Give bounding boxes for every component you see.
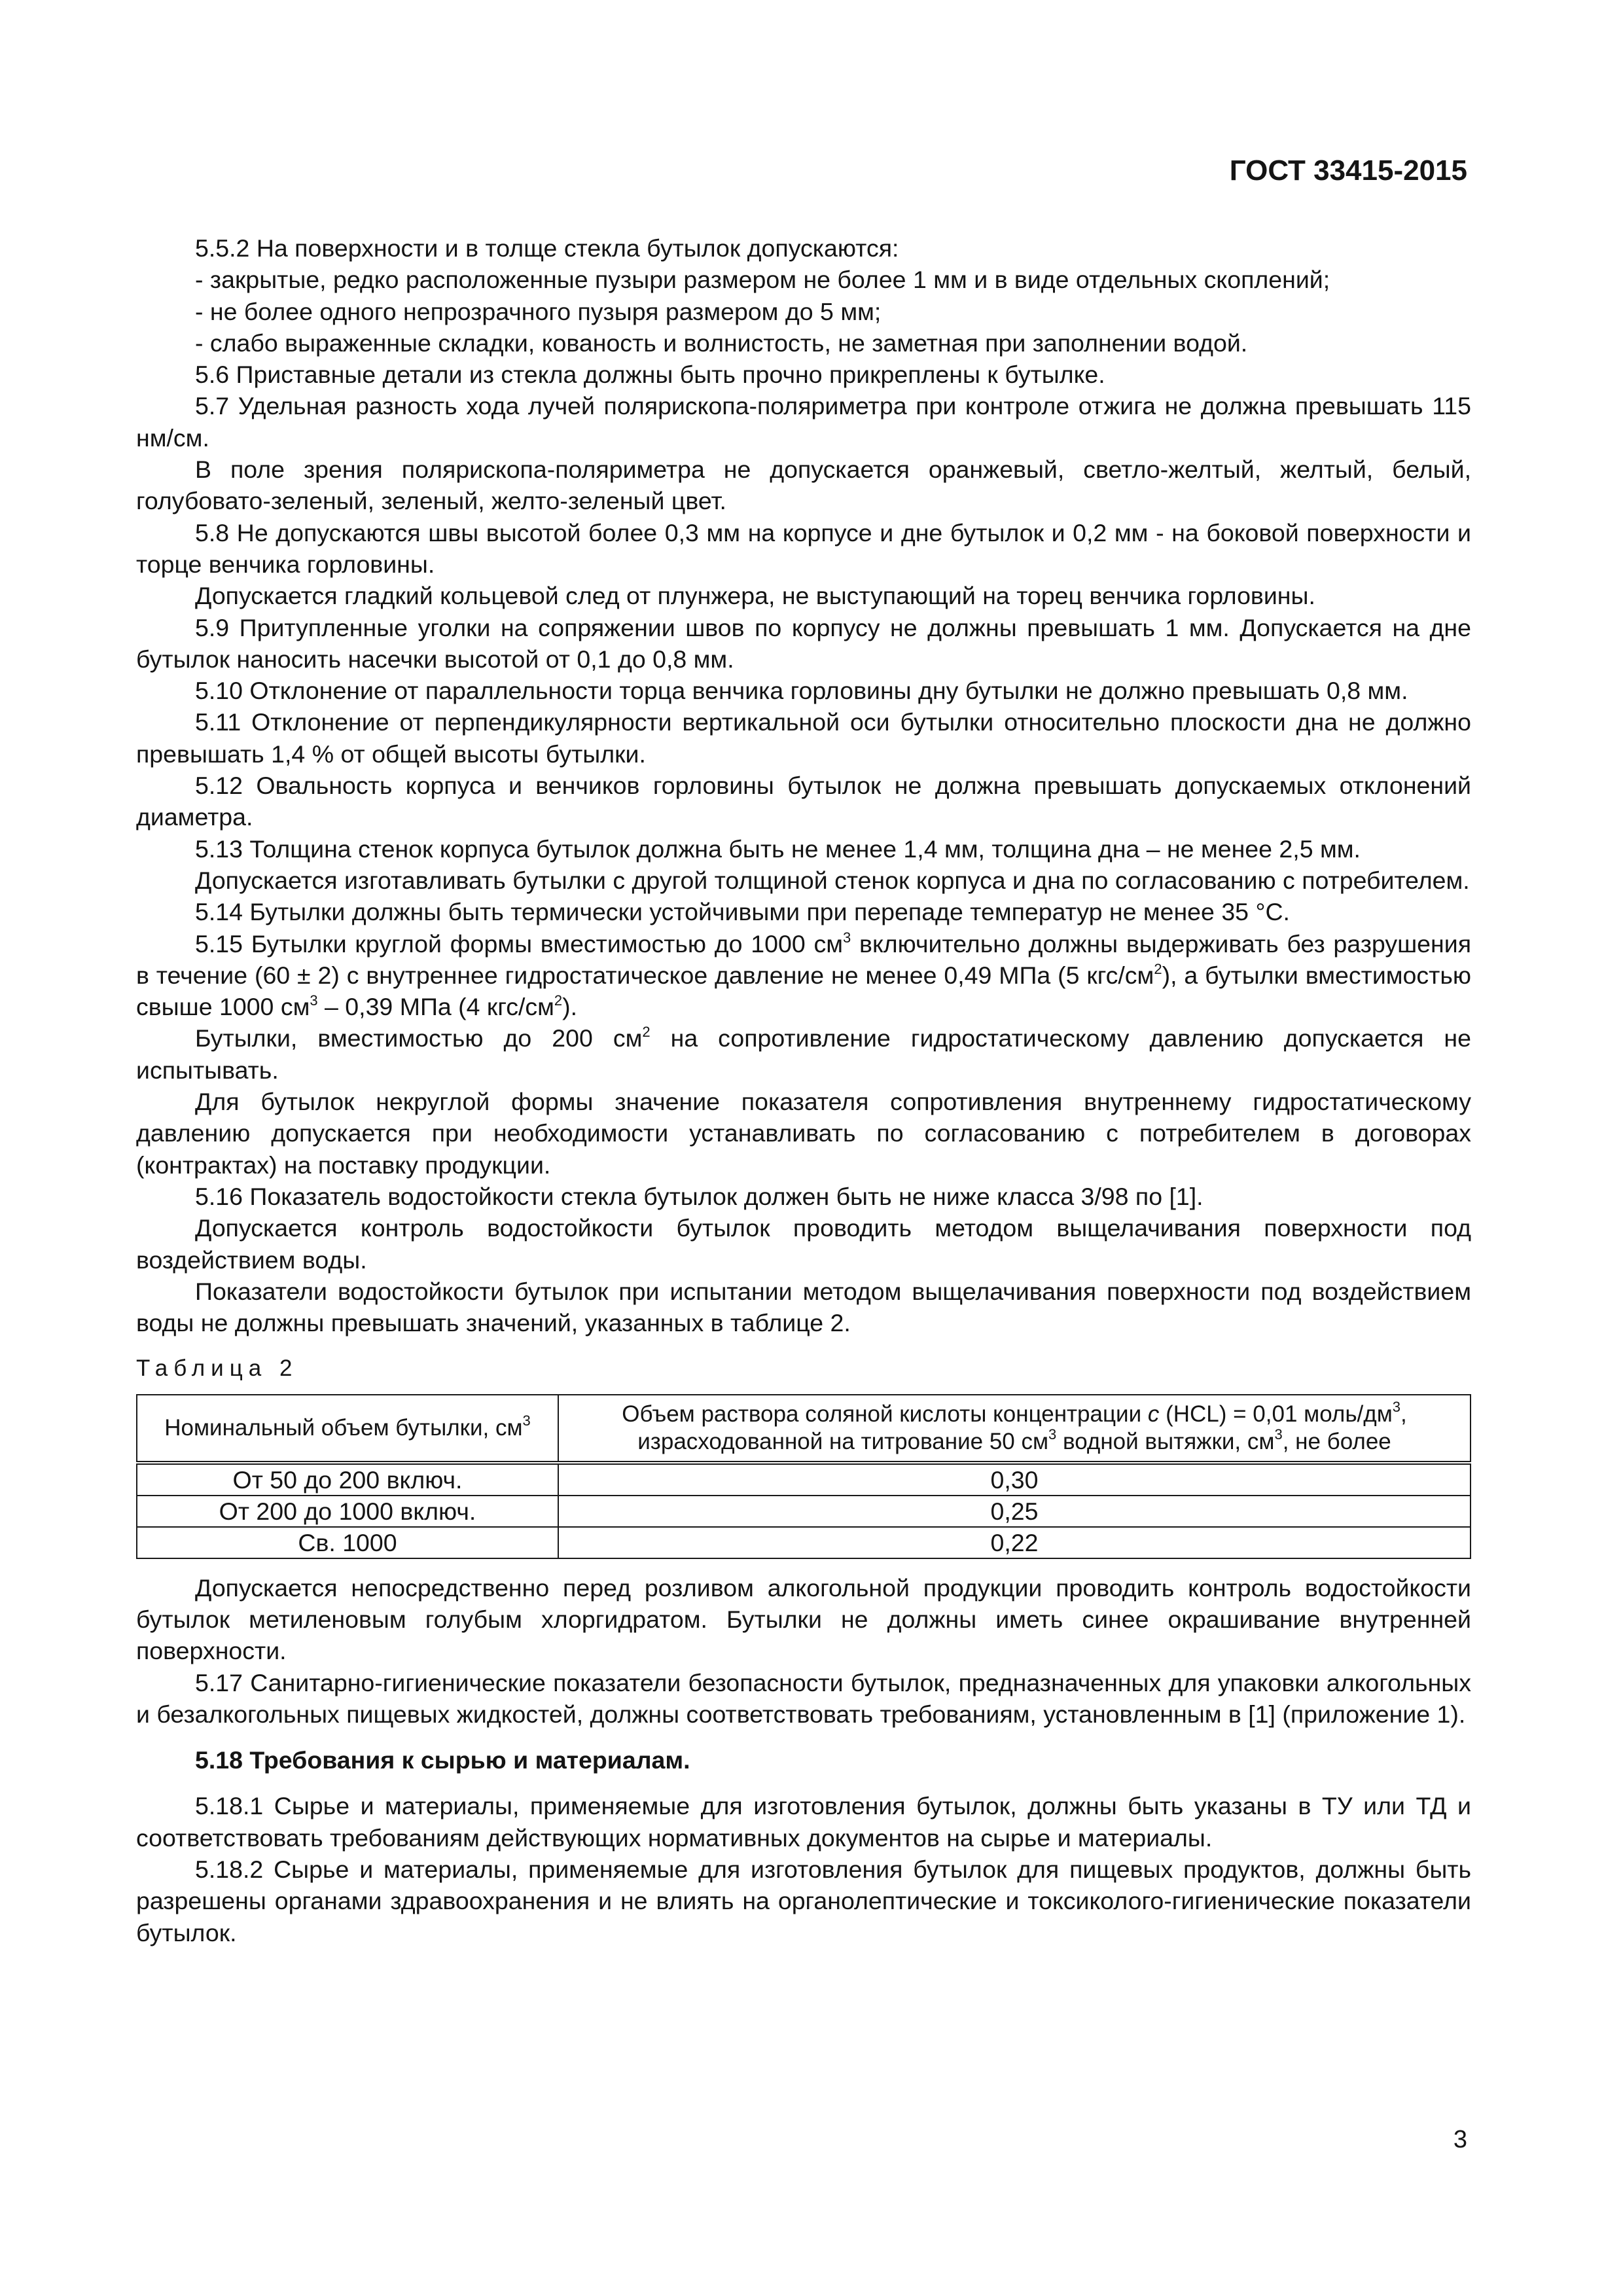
paragraph: Допускается гладкий кольцевой след от плунжера, не выступающий на торец венчика горловины.	[195, 582, 1315, 610]
cell-value: 0,30	[558, 1463, 1471, 1496]
paragraph: 5.16 Показатель водостойкости стекла бутылок должен быть не ниже класса 3/98 по [1].	[195, 1182, 1204, 1210]
paragraph: 5.17 Санитарно-гигиенические показатели безопасности бутылок, предназначенных для упаковки алкогольных и безалкогольных пищевых жидкостей, должны соответствовать требованиям, установленным в [1] (приложение 1).	[136, 1668, 1471, 1728]
document-body	[136, 232, 1471, 1948]
text: 5.15 Бутылки круглой формы вместимостью до 1000 см	[195, 929, 844, 958]
paragraph: 5.7 Удельная разность хода лучей полярископа-поляриметра при контроле отжига не должна превышать 115 нм/см.	[136, 392, 1471, 452]
section-heading-5-18: 5.18 Требования к сырью и материалам.	[195, 1746, 690, 1774]
text: (HCL) = 0,01 моль/дм	[1159, 1401, 1393, 1427]
text: водной вытяжки, см	[1056, 1428, 1275, 1454]
superscript: 3	[1048, 1426, 1057, 1443]
paragraphs-after-table	[136, 1572, 1471, 1730]
superscript: 3	[843, 929, 851, 946]
superscript: 2	[642, 1024, 651, 1041]
text: на сопротивление гидростатическому давлению допускается не испытывать.	[136, 1024, 1471, 1084]
paragraph: Допускается контроль водостойкости бутылок проводить методом выщелачивания поверхности под воздействием воды.	[136, 1214, 1471, 1274]
paragraphs-5-18	[136, 1790, 1471, 1948]
text: ).	[562, 993, 578, 1021]
paragraph: Допускается изготавливать бутылки с другой толщиной стенок корпуса и дна по согласованию с потребителем.	[195, 866, 1470, 894]
paragraph: Показатели водостойкости бутылок при испытании методом выщелачивания поверхности под воздействием воды не должны превышать значений, указанных в таблице 2.	[136, 1277, 1471, 1337]
variable: с	[1147, 1401, 1160, 1427]
paragraphs-before-table	[136, 232, 1471, 928]
table-caption: Таблица 2	[136, 1355, 298, 1382]
superscript: 3	[1392, 1398, 1401, 1415]
text: Бутылки, вместимостью до 200 см	[195, 1024, 643, 1052]
paragraph: 5.18.2 Сырье и материалы, применяемые для изготовления бутылок для пищевых продуктов, должны быть разрешены органами здравоохранения и не влиять на органолептические и токсиколого-гигиенические показатели бутылок.	[136, 1856, 1471, 1946]
table-row	[137, 1527, 1471, 1558]
document-code: ГОСТ 33415-2015	[1229, 154, 1467, 187]
text: , не более	[1282, 1428, 1391, 1454]
text: включительно должны выдерживать без разрушения в течение (60 ± 2) с внутреннее гидростатическое давление не менее 0,49 МПа (5 кгс/см	[136, 929, 1471, 989]
paragraph: Допускается непосредственно перед розливом алкогольной продукции проводить контроль водостойкости бутылок метиленовым голубым хлоргидратом. Бутылки не должны иметь синее окрашивание внутренней поверхности.	[136, 1573, 1471, 1665]
paragraph: 5.6 Приставные детали из стекла должны быть прочно прикреплены к бутылке.	[195, 361, 1105, 389]
paragraph-5-15	[136, 928, 1471, 1023]
paragraph: В поле зрения полярископа-поляриметра не допускается оранжевый, светло-желтый, желтый, белый, голубовато-зеленый, зеленый, желто-зеленый цвет.	[136, 456, 1471, 515]
text: ), а бутылки вместимостью свыше 1000 см	[136, 961, 1471, 1021]
list-item: - не более одного непрозрачного пузыря размером до 5 мм;	[195, 297, 882, 325]
paragraph: 5.13 Толщина стенок корпуса бутылок должна быть не менее 1,4 мм, толщина дна – не менее 2,5 мм.	[195, 834, 1361, 863]
cell-volume: От 200 до 1000 включ.	[137, 1496, 558, 1527]
superscript: 2	[1154, 960, 1162, 977]
paragraph-5-15-b	[136, 1022, 1471, 1086]
header-acid-volume	[558, 1395, 1471, 1463]
text: Объем раствора соляной кислоты концентрации	[622, 1401, 1148, 1427]
paragraph: 5.9 Притупленные уголки на сопряжении швов по корпусу не должны превышать 1 мм. Допускается на дне бутылок наносить насечки высотой от 0,1 до 0,8 мм.	[136, 613, 1471, 673]
paragraph: Для бутылок некруглой формы значение показателя сопротивления внутреннему гидростатическому давлению допускается при необходимости устанавливать по согласованию с потребителем в договорах (контрактах) на поставку продукции.	[136, 1088, 1471, 1179]
superscript: 3	[522, 1412, 531, 1429]
text: Номинальный объем бутылки, см	[164, 1414, 523, 1441]
text: – 0,39 МПа (4 кгс/см	[317, 993, 554, 1021]
paragraph: 5.8 Не допускаются швы высотой более 0,3 мм на корпусе и дне бутылок и 0,2 мм - на боковой поверхности и торце венчика горловины.	[136, 518, 1471, 578]
paragraph: 5.18.1 Сырье и материалы, применяемые для изготовления бутылок, должны быть указаны в ТУ или ТД и соответствовать требованиям действующих нормативных документов на сырье и материалы.	[136, 1792, 1471, 1852]
table-2	[136, 1394, 1471, 1559]
paragraph: 5.12 Овальность корпуса и венчиков горловины бутылок не должна превышать допускаемых отклонений диаметра.	[136, 772, 1471, 831]
paragraph: 5.14 Бутылки должны быть термически устойчивыми при перепаде температур не менее 35 °С.	[195, 898, 1290, 926]
cell-value: 0,22	[558, 1527, 1471, 1558]
paragraphs-mid	[136, 1086, 1471, 1338]
list-item: - слабо выраженные складки, кованость и волнистость, не заметная при заполнении водой.	[195, 329, 1248, 357]
cell-value: 0,25	[558, 1496, 1471, 1527]
table-row	[137, 1463, 1471, 1496]
header-nominal-volume	[137, 1395, 558, 1463]
paragraph: 5.10 Отклонение от параллельности торца венчика горловины дну бутылки не должно превышать 0,8 мм.	[195, 677, 1408, 705]
list-item: - закрытые, редко расположенные пузыри размером не более 1 мм и в виде отдельных скоплений;	[195, 266, 1330, 294]
paragraph: 5.5.2 На поверхности и в толще стекла бутылок допускаются:	[195, 234, 899, 262]
cell-volume: От 50 до 200 включ.	[137, 1463, 558, 1496]
superscript: 3	[1274, 1426, 1283, 1443]
superscript: 2	[554, 992, 563, 1009]
table-row	[137, 1496, 1471, 1527]
text: , израсходованной на титрование 50 см	[637, 1401, 1407, 1454]
paragraph: 5.11 Отклонение от перпендикулярности вертикальной оси бутылки относительно плоскости дна не должно превышать 1,4 % от общей высоты бутылки.	[136, 708, 1471, 768]
page-number: 3	[1453, 2126, 1467, 2153]
cell-volume: Св. 1000	[137, 1527, 558, 1558]
table-header-row	[137, 1395, 1471, 1463]
superscript: 3	[310, 992, 318, 1009]
